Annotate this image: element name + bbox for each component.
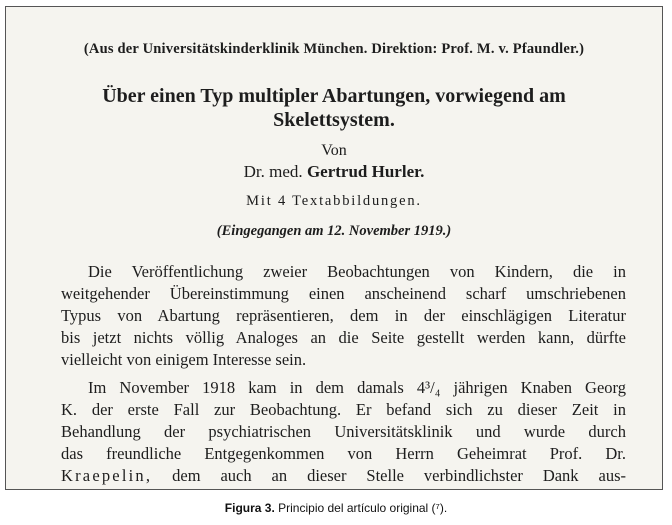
paragraph-2-line-3: Behandlung der psychiatrischen Universitätsklinik und wurde durch bbox=[61, 422, 626, 441]
paragraph-2-line-5-rest: dem auch an dieser Stelle verbindlichster Dank aus- bbox=[172, 466, 626, 485]
by-label: Von bbox=[321, 142, 347, 159]
caption-label: Figura 3. bbox=[224, 501, 275, 515]
paragraph-1-line-5: vielleicht von einigem Interesse sein. bbox=[61, 350, 307, 369]
paragraph-1-line-2: weitgehender Übereinstimmung einen anscheinend scharf umschriebenen bbox=[61, 284, 626, 303]
figures-note: Mit 4 Textabbildungen. bbox=[246, 193, 422, 209]
received-date: (Eingegangen am 12. November 1919.) bbox=[216, 223, 452, 239]
article-scan bbox=[6, 7, 662, 489]
article-title-line-1: Über einen Typ multipler Abartungen, vorwiegend am bbox=[102, 85, 566, 107]
paragraph-2-line-2: K. der erste Fall zur Beobachtung. Er befand sich zu dieser Zeit in bbox=[61, 400, 626, 419]
author-line bbox=[6, 162, 662, 182]
scanned-page bbox=[5, 6, 663, 490]
institution-header: (Aus der Universitätskinderklinik München. Direktion: Prof. M. v. Pfaundler.) bbox=[83, 41, 585, 57]
author-name: Gertrud Hurler. bbox=[306, 162, 425, 181]
article-title-line-2: Skelettsystem. bbox=[273, 109, 395, 131]
paragraph-1-line-4: bis jetzt nichts völlig Analoges an die Seite gestellt werden kann, dürfte bbox=[61, 328, 626, 347]
paragraph-2-line-1: Im November 1918 kam in dem damals 4³/₄ jährigen Knaben Georg bbox=[88, 378, 626, 397]
kraepelin-name: Kraepelin, bbox=[61, 466, 153, 485]
paragraph-2-line-4: das freundliche Entgegenkommen von Herrn Geheimrat Prof. Dr. bbox=[61, 444, 626, 463]
caption-text: Principio del artículo original (⁷). bbox=[278, 501, 448, 515]
figure-caption bbox=[0, 501, 672, 515]
author-prefix: Dr. med. bbox=[243, 162, 303, 181]
paragraph-1-line-1: Die Veröffentlichung zweier Beobachtungen von Kindern, die in bbox=[88, 262, 626, 281]
paragraph-1-line-3: Typus von Abartung repräsentieren, dem in der einschlägigen Literatur bbox=[61, 306, 626, 325]
paragraph-2-line-5 bbox=[61, 465, 626, 487]
